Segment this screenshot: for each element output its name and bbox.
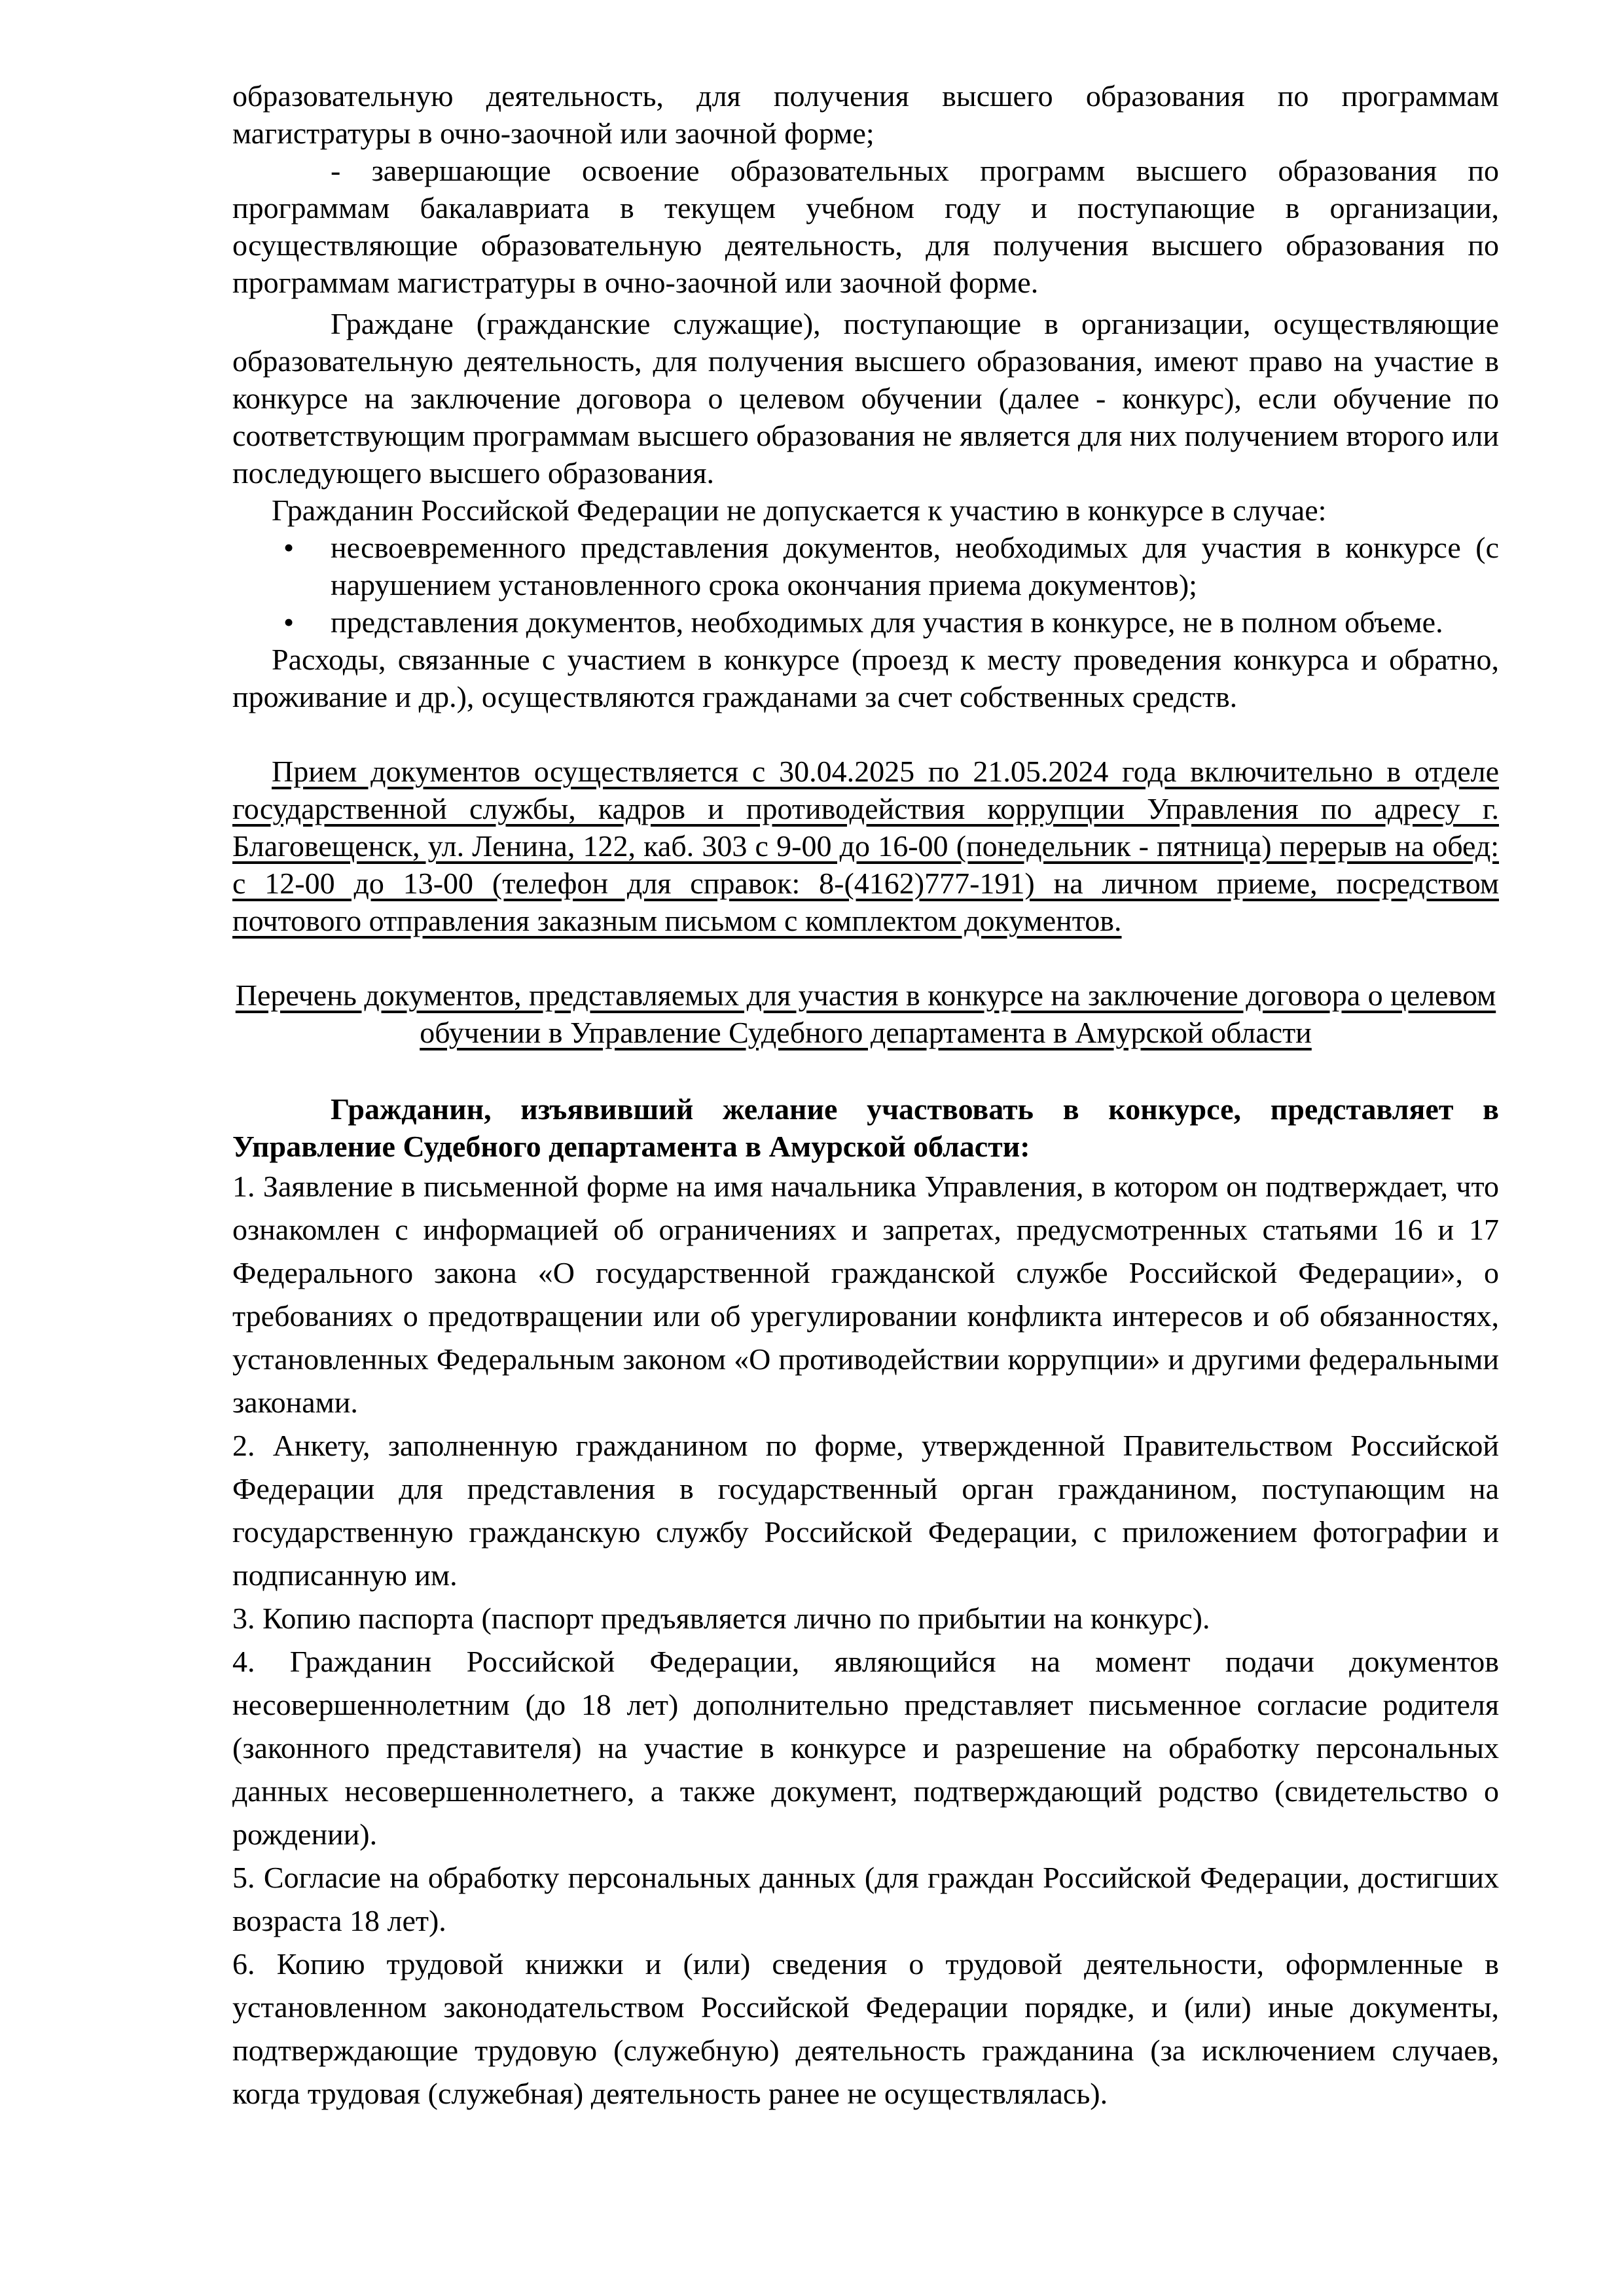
document-item-3: 3. Копию паспорта (паспорт предъявляется лично по прибытии на конкурс). — [232, 1602, 1210, 1635]
document-item-2: 2. Анкету, заполненную гражданином по форме, утвержденной Правительством Российской Федерации для представления в государственный орган гражданином, поступающим на государственную гражданскую службу Российской Федерации, с приложением фотографии и подписанную им. — [232, 1429, 1499, 1592]
submission-notice-text: Прием документов осуществляется с 30.04.2025 по 21.05.2024 года включительно в отделе государственной службы, кадров и противодействия коррупции Управления по адресу г. Благовещенск, ул. Ленина, 122, каб. 303 с 9-00 до 16-00 (понедельник - пятница) перерыв на обед: с 12-00 до 13-00 (телефон для справок: 8-(4162)777-191) на личном приеме, посредством почтового отправления заказным письмом с комплектом документов. — [232, 755, 1499, 937]
documents-list-title — [232, 977, 1499, 1051]
documents-list-title-text: Перечень документов, представляемых для участия в конкурсе на заключение договора о целевом обучении в Управление Судебного департамента в Амурской области — [235, 978, 1496, 1049]
list-item — [232, 603, 1499, 641]
document-item-4: 4. Гражданин Российской Федерации, являющийся на момент подачи документов несовершеннолетним (до 18 лет) дополнительно представляет письменное согласие родителя (законного представителя) на участие в конкурсе и разрешение на обработку персональных данных несовершеннолетнего, а также документ, подтверждающий родство (свидетельство о рождении). — [232, 1645, 1499, 1851]
documents-lead: Гражданин, изъявивший желание участвовать в конкурсе, представляет в Управление Судебного департамента в Амурской области: — [232, 1092, 1499, 1163]
paragraph-expenses: Расходы, связанные с участием в конкурсе (проезд к месту проведения конкурса и обратно, проживание и др.), осуществляются гражданами за счет собственных средств. — [232, 643, 1499, 713]
paragraph-exclusions-intro: Гражданин Российской Федерации не допускается к участию в конкурсе в случае: — [272, 493, 1327, 527]
document-page — [232, 77, 1499, 2115]
paragraph-eligibility: Граждане (гражданские служащие), поступающие в организации, осуществляющие образовательную деятельность, для получения высшего образования, имеют право на участие в конкурсе на заключение договора о целевом обучении (далее - конкурс), если обучение по соответствующим программам высшего образования не является для них получением второго или последующего высшего образования. — [232, 307, 1499, 490]
paragraph-continuation: образовательную деятельность, для получения высшего образования по программам магистратуры в очно-заочной или заочной форме; — [232, 79, 1499, 150]
paragraph-bachelors: - завершающие освоение образовательных программ высшего образования по программам бакалавриата в текущем учебном году и поступающие в организации, осуществляющие образовательную деятельность, для получения высшего образования по программам магистратуры в очно-заочной или заочной форме. — [232, 154, 1499, 299]
document-item-5: 5. Согласие на обработку персональных данных (для граждан Российской Федерации, достигших возраста 18 лет). — [232, 1861, 1499, 1937]
list-item — [232, 529, 1499, 603]
document-item-1: 1. Заявление в письменной форме на имя начальника Управления, в котором он подтверждает, что ознакомлен с информацией об ограничениях и запретах, предусмотренных статьями 16 и 17 Федерального закона «О государственной гражданской службе Российской Федерации», о требованиях о предотвращении или об урегулировании конфликта интересов и об обязанностях, установленных Федеральным законом «О противодействии коррупции» и другими федеральными законами. — [232, 1170, 1499, 1419]
document-item-6: 6. Копию трудовой книжки и (или) сведения о трудовой деятельности, оформленные в установленном законодательством Российской Федерации порядке, и (или) иные документы, подтверждающие трудовую (служебную) деятельность гражданина (за исключением случаев, когда трудовая (служебная) деятельность ранее не осуществлялась). — [232, 1947, 1499, 2110]
submission-notice — [232, 753, 1499, 939]
list-item-text: несвоевременного представления документов, необходимых для участия в конкурсе (с нарушением установленного срока окончания приема документов); — [331, 531, 1499, 601]
bullet-icon: • — [283, 605, 295, 639]
bullet-icon: • — [283, 531, 295, 564]
exclusions-list — [232, 529, 1499, 641]
list-item-text: представления документов, необходимых для участия в конкурсе, не в полном объеме. — [331, 605, 1443, 639]
